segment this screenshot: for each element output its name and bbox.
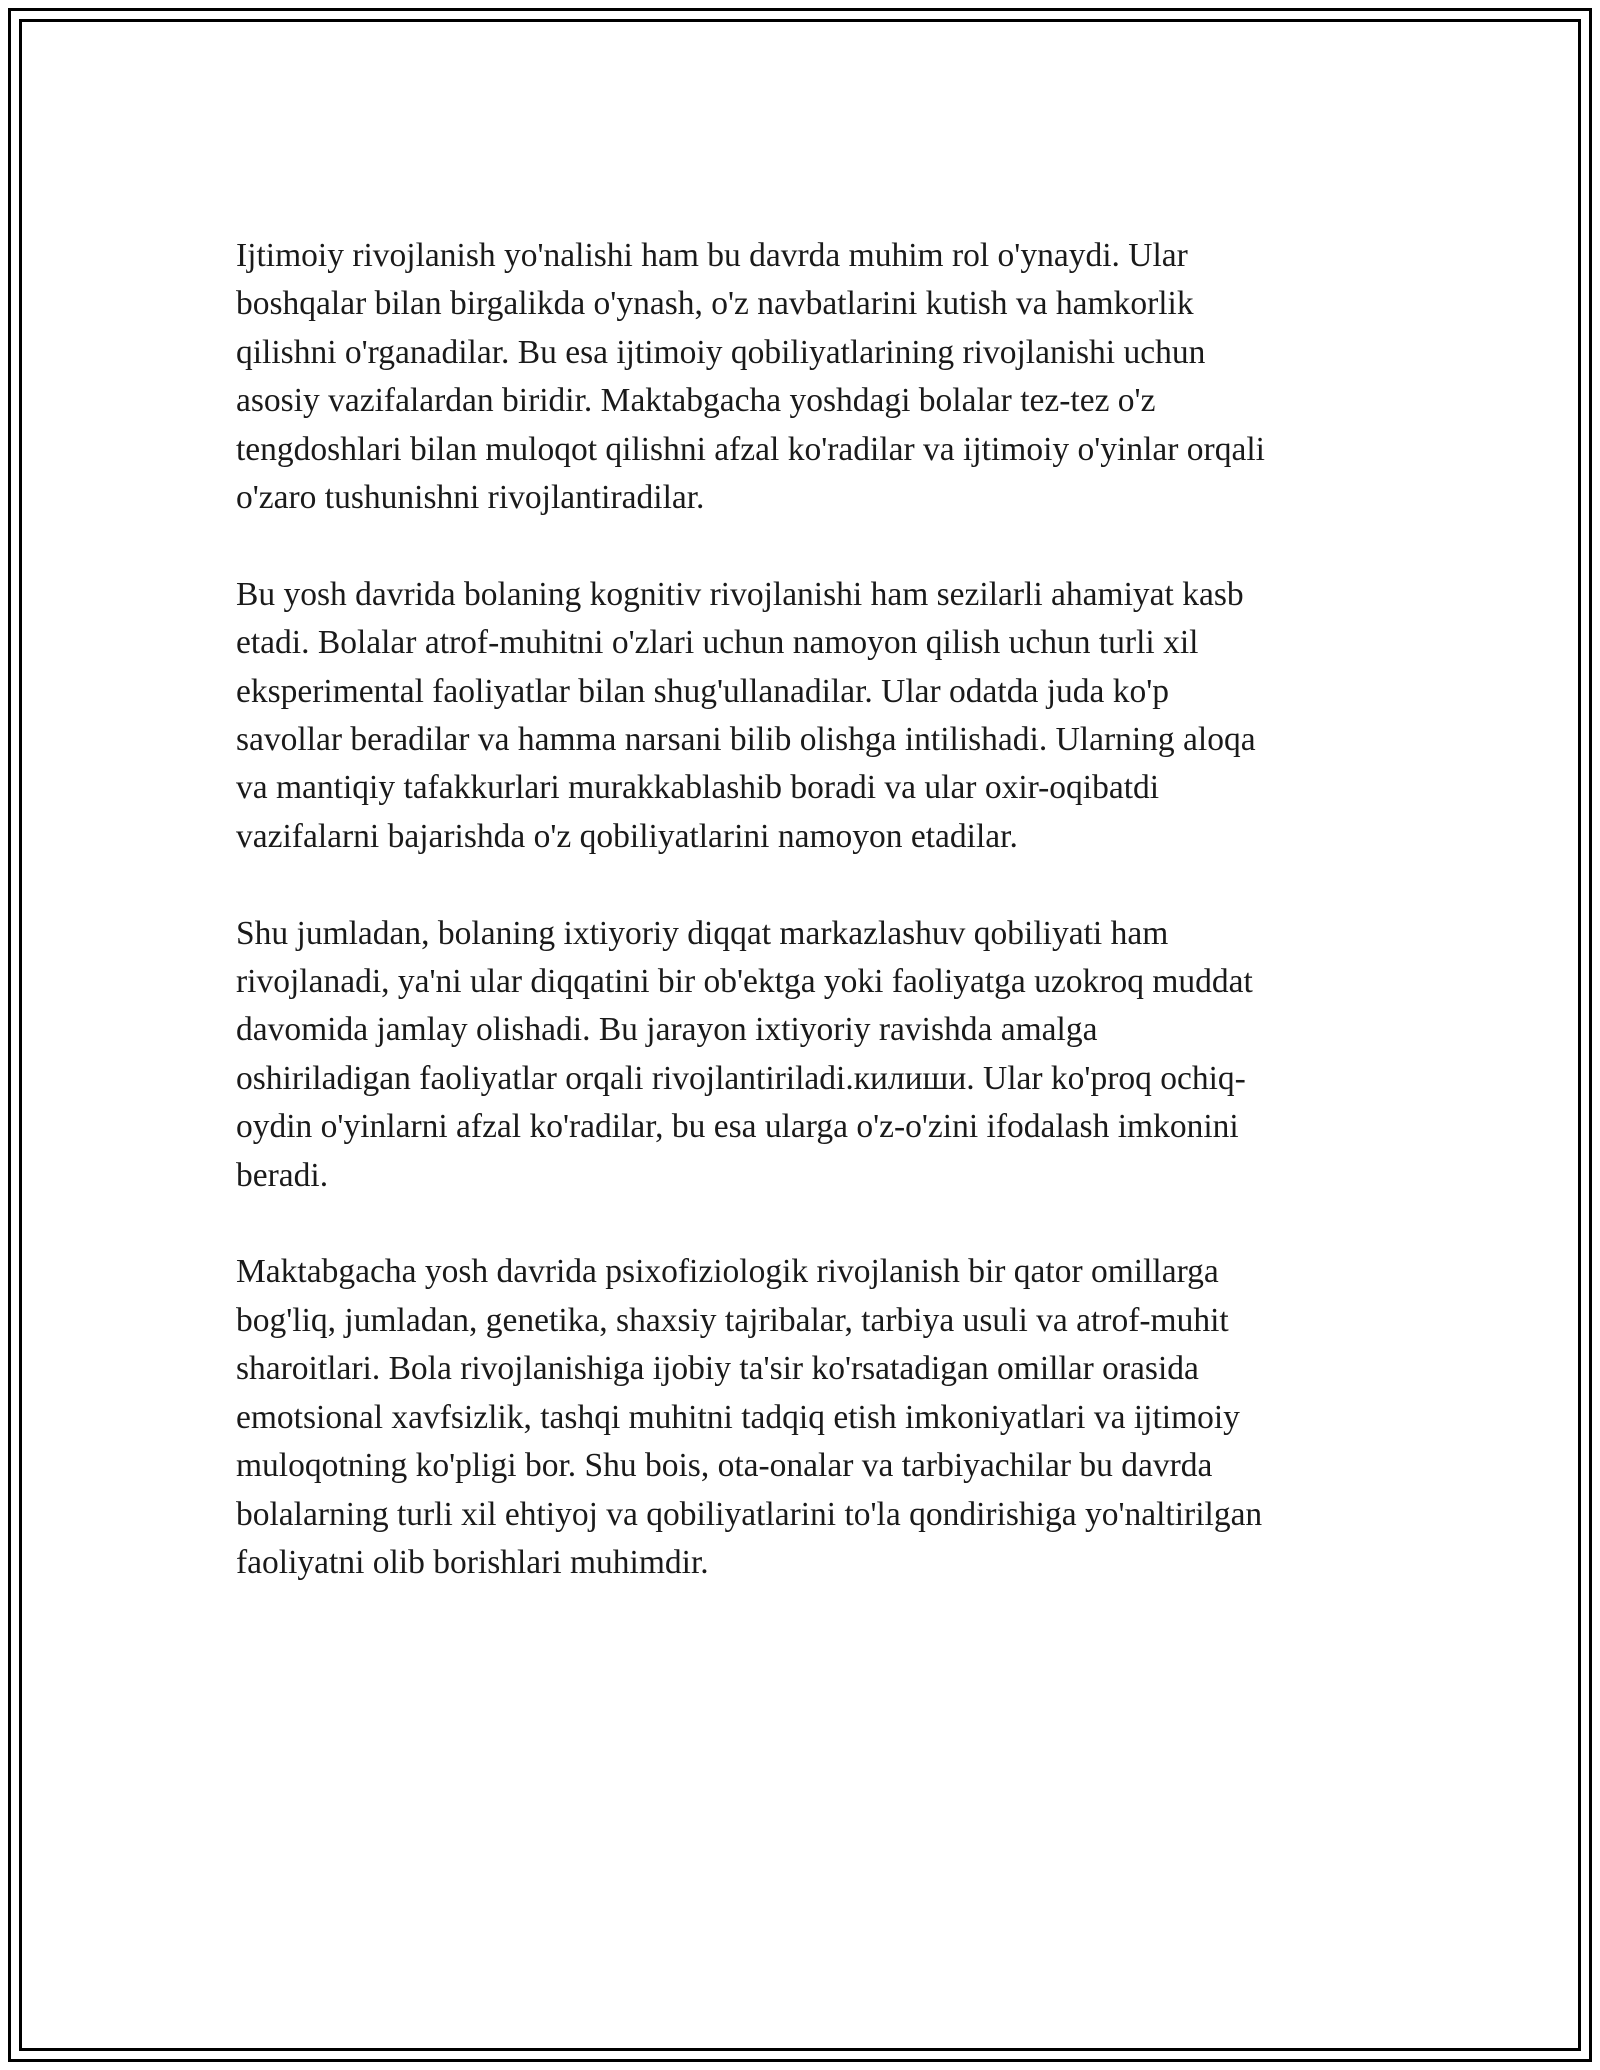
paragraph-attention-development: Shu jumladan, bolaning ixtiyoriy diqqat markazlashuv qobiliyati ham rivojlanadi, ya'ni ular diqqatini bir ob'ektga yoki faoliyatga uzokroq muddat davomida jamlay olishadi. Bu jarayon ixtiyoriy ravishda amalga oshiriladigan faoliyatlar orqali rivojlantiriladi.килиши. Ular ko'proq ochiq- oydin o'yinlarni afzal ko'radilar, bu esa ularga o'z-o'zini ifodalash imkonini beradi. bbox=[236, 914, 1253, 1194]
paragraph-cognitive-development: Bu yosh davrida bolaning kognitiv rivojlanishi ham sezilarli ahamiyat kasb etadi. Bolalar atrof-muhitni o'zlari uchun namoyon qilish uchun turli xil eksperimental faoliyatlar bilan shug'ullanadilar. Ular odatda juda ko'p savollar beradilar va hamma narsani bilib olishga intilishadi. Ularning aloqa va mantiqiy tafakkurlari murakkablashib boradi va ular oxir-oqibatdi vazifalarni bajarishda o'z qobiliyatlarini namoyon etadilar. bbox=[236, 575, 1256, 855]
paragraph-social-development: Ijtimoiy rivojlanish yo'nalishi ham bu davrda muhim rol o'ynaydi. Ular boshqalar bilan birgalikda o'ynash, o'z navbatlarini kutish va hamkorlik qilishni o'rganadilar. Bu esa ijtimoiy qobiliyatlarining rivojlanishi uchun asosiy vazifalardan biridir. Maktabgacha yoshdagi bolalar tez-tez o'z tengdoshlari bilan muloqot qilishni afzal ko'radilar va ijtimoiy o'yinlar orqali o'zaro tushunishni rivojlantiradilar. bbox=[236, 237, 1265, 517]
paragraph-psychophysiological-factors: Maktabgacha yosh davrida psixofiziologik rivojlanish bir qator omillarga bog'liq, jumladan, genetika, shaxsiy tajribalar, tarbiya usuli va atrof-muhit sharoitlari. Bola rivojlanishiga ijobiy ta'sir ko'rsatadigan omillar orasida emotsional xavfsizlik, tashqi muhitni tadqiq etish imkoniyatlari va ijtimoiy muloqotning ko'pligi bor. Shu bois, ota-onalar va tarbiyachilar bu davrda bolalarning turli xil ehtiyoj va qobiliyatlarini to'la qondirishiga yo'naltirilgan faoliyatni olib borishlari muhimdir. bbox=[236, 1253, 1263, 1581]
document-body bbox=[236, 232, 1366, 1636]
